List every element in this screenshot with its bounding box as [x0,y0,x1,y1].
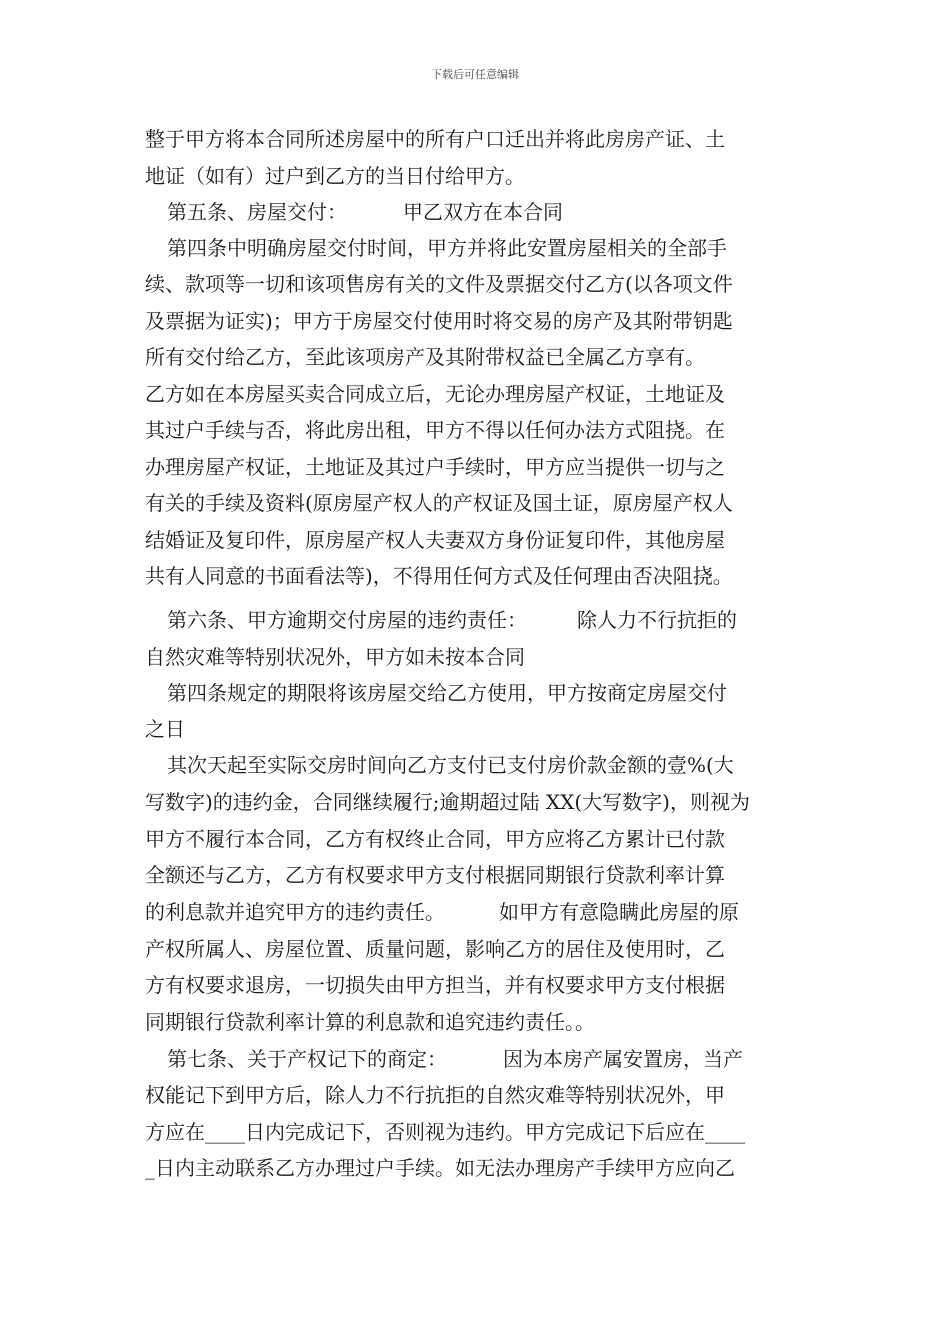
text-line: 所有交付给乙方，至此该项房产及其附带权益已全属乙方享有。 [145,345,705,369]
text-line: 之日 [145,717,185,741]
text-line: 地证（如有）过户到乙方的当日付给甲方。 [145,164,525,188]
text-line: 其次天起至实际交房时间向乙方支付已支付房价款金额的壹%(大 [167,753,734,777]
text-line: 方有权要求退房，一切损失由甲方担当，并有权要求甲方支付根据 [145,973,725,997]
text-segment: 甲乙双方在本合同 [403,200,563,224]
text-segment: 除人力不行抗拒的 [577,608,737,632]
line-with-gap [145,900,739,924]
text-line: 结婚证及复印件，原房屋产权人夫妻双方身份证复印件，其他房屋 [145,528,725,552]
text-line: 有关的手续及资料(原房屋产权人的产权证及国土证，原房屋产权人 [145,491,733,515]
article-5-line [167,200,563,224]
article-heading: 第六条、甲方逾期交付房屋的违约责任： [167,608,527,632]
page-header: 下载后可任意编辑 [431,68,519,81]
text-line: 权能记下到甲方后，除人力不行抗拒的自然灾难等特别状况外，甲 [145,1083,725,1107]
text-line: 产权所属人、房屋位置、质量问题，影响乙方的居住及使用时，乙 [145,937,725,961]
text-line: _日内主动联系乙方办理过户手续。如无法办理房产手续甲方应向乙 [145,1156,735,1180]
text-line: 甲方不履行本合同，乙方有权终止合同，甲方应将乙方累计已付款 [145,827,725,851]
text-line: 续、款项等一切和该项售房有关的文件及票据交付乙方(以各项文件 [145,272,733,296]
text-line: 全额还与乙方，乙方有权要求甲方支付根据同期银行贷款利率计算 [145,863,725,887]
text-line: 同期银行贷款利率计算的利息款和追究违约责任。。 [145,1010,595,1034]
article-7-line [167,1047,743,1071]
article-heading: 第五条、房屋交付： [167,200,347,224]
text-line: 其过户手续与否，将此房出租，甲方不得以任何办法方式阻挠。在 [145,418,725,442]
text-segment: 的利息款并追究甲方的违约责任。 [145,900,445,924]
text-line: 写数字)的违约金，合同继续履行;逾期超过陆 XX(大写数字)，则视为 [145,790,750,814]
text-line: 第四条中明确房屋交付时间，甲方并将此安置房屋相关的全部手 [167,236,727,260]
text-segment: 如甲方有意隐瞒此房屋的原 [499,900,739,924]
text-line: 整于甲方将本合同所述房屋中的所有户口迁出并将此房房产证、土 [145,127,725,151]
text-line: 第四条规定的期限将该房屋交给乙方使用，甲方按商定房屋交付 [167,681,727,705]
text-line: 及票据为证实)；甲方于房屋交付使用时将交易的房产及其附带钥匙 [145,309,733,333]
text-line: 乙方如在本房屋买卖合同成立后，无论办理房屋产权证，土地证及 [145,382,725,406]
text-line: 共有人同意的书面看法等)，不得用任何方式及任何理由否决阻挠。 [145,564,733,588]
article-6-line [167,608,737,632]
text-line: 自然灾难等特别状况外，甲方如未按本合同 [145,645,525,669]
text-segment: 因为本房产属安置房，当产 [503,1047,743,1071]
article-heading: 第七条、关于产权记下的商定： [167,1047,447,1071]
text-line: 办理房屋产权证，土地证及其过户手续时，甲方应当提供一切与之 [145,455,725,479]
text-line: 方应在____日内完成记下，否则视为违约。甲方完成记下后应在____ [145,1120,745,1144]
